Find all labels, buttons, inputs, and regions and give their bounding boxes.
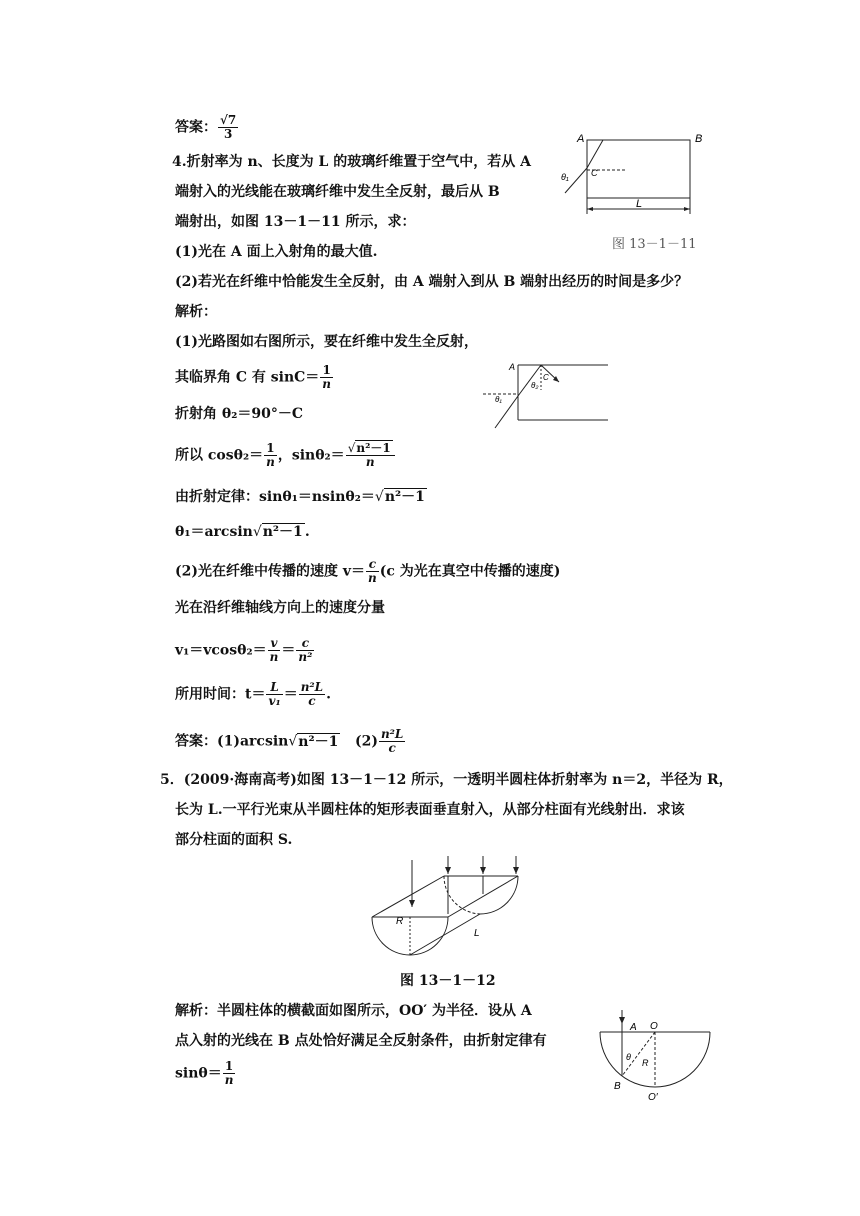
- frac-num: 1: [264, 442, 277, 456]
- q5-stem-line2: 长为 L.一平行光束从半圆柱体的矩形表面垂直射入，从部分柱面有光线射出．求该: [175, 802, 685, 818]
- step9-text: v₁＝vcosθ₂＝: [175, 642, 267, 659]
- label-theta1: θ₁: [495, 395, 502, 404]
- q4-sub1: (1)光在 A 面上入射角的最大值.: [175, 244, 378, 260]
- q4-step8: 光在沿纤维轴线方向上的速度分量: [175, 600, 385, 616]
- q4-step9: v₁＝vcosθ₂＝ $\frac{v}{n}$ ＝ $\frac{c}{\text{n²}}$: [175, 636, 313, 664]
- frac-den: c: [388, 741, 396, 755]
- figure-cross-section: [600, 1010, 720, 1103]
- frac-num: L: [266, 681, 282, 695]
- q4-step3: 折射角 θ₂＝90°－C: [175, 406, 303, 422]
- sqrt-sign: √: [252, 524, 262, 540]
- label-O-prime: O′: [648, 1092, 658, 1103]
- label-theta1: θ₁: [561, 172, 569, 182]
- label-C: C: [591, 168, 598, 178]
- figure-13-1-11: [561, 128, 725, 223]
- step7-text-a: (2)光在纤维中传播的速度 v＝: [175, 563, 365, 580]
- step4-frac2: [346, 442, 395, 469]
- frac-num: c: [366, 558, 379, 572]
- step6-text: θ₁＝arcsin: [175, 524, 253, 540]
- q5-stem-line1: 5．(2009·海南高考)如图 13－1－12 所示，一透明半圆柱体折射率为 n＝2，半径为 R，: [160, 772, 733, 788]
- label-C: C: [543, 373, 549, 382]
- label-theta: θ: [626, 1052, 631, 1062]
- bottom-edge: [410, 914, 480, 955]
- sqrt-body: n²－1: [298, 733, 339, 750]
- sqrt-sign: √: [288, 733, 298, 750]
- answer-fraction: [218, 114, 238, 141]
- step4-frac1: [264, 442, 277, 469]
- arrow-left: [587, 207, 593, 211]
- step10-text: 所用时间：t＝: [175, 686, 266, 703]
- q4-sub2: (2)若光在纤维中恰能发生全反射，由 A 端射入到从 B 端射出经历的时间是多少？: [175, 274, 689, 290]
- label-R: R: [396, 916, 404, 927]
- frac-den: v₁: [268, 694, 281, 708]
- frac-num: c: [296, 637, 314, 651]
- q4-stem-line1: 4.折射率为 n、长度为 L 的玻璃纤维置于空气中，若从 A: [172, 154, 531, 170]
- figure-13-1-12: [368, 852, 528, 967]
- q4-step2: [175, 364, 334, 391]
- q4-stem-line2: 端射入的光线能在玻璃纤维中发生全反射，最后从 B: [175, 184, 500, 200]
- label-L: L: [474, 928, 480, 939]
- q5-analysis-line1: 解析：半圆柱体的横截面如图所示，OO′ 为半径．设从 A: [175, 1003, 532, 1019]
- answer-text-a: 答案：(1)arcsin: [175, 733, 289, 750]
- answer-label: 答案：: [175, 119, 217, 136]
- q4-stem-line3: 端射出，如图 13－1－11 所示，求：: [175, 214, 416, 230]
- label-R: R: [642, 1058, 649, 1068]
- ray-1-arrow: [409, 900, 415, 907]
- answer-text-b: (2): [354, 733, 378, 750]
- label-O: O: [650, 1021, 658, 1032]
- answer-denominator: 3: [223, 127, 233, 141]
- step7-frac: [366, 558, 379, 585]
- label-theta2: θ₂: [531, 381, 539, 390]
- figure-light-path: [483, 360, 613, 430]
- step4-text-b: ，sinθ₂＝: [277, 447, 345, 464]
- step10-end: .: [326, 686, 331, 703]
- sqrt-body: n²－1: [356, 441, 391, 455]
- step7-text-b: (c 为光在真空中传播的速度): [379, 563, 561, 580]
- label-B: B: [614, 1081, 621, 1092]
- q5-analysis-line2: 点入射的光线在 B 点处恰好满足全反射条件，由折射定律有: [175, 1033, 547, 1049]
- q4-step5: [175, 487, 427, 507]
- step9-frac1: [268, 637, 281, 664]
- label-A: A: [630, 1022, 637, 1033]
- frac-den: n: [224, 1073, 234, 1087]
- q5-stem-line3: 部分柱面的面积 S.: [175, 832, 293, 848]
- refracted-ray: [587, 140, 603, 168]
- step10-frac2: [299, 681, 325, 708]
- frac-num: v: [268, 637, 281, 651]
- label-L: L: [636, 198, 643, 210]
- label-B: B: [695, 133, 703, 145]
- sqrt-sign: √: [347, 441, 356, 455]
- frac-den: n²: [298, 650, 313, 664]
- figure-13-1-12-caption: 图 13－1－12: [400, 973, 496, 989]
- q4-analysis-label: 解析：: [175, 304, 217, 320]
- q3-answer: [175, 114, 239, 141]
- frac-den: n: [322, 377, 332, 391]
- analysis3-text: sinθ＝: [175, 1065, 222, 1082]
- step5-text: 由折射定律：sinθ₁＝nsinθ₂＝: [175, 489, 375, 505]
- ray-arrow: [619, 1017, 625, 1024]
- ray-3-arrow: [480, 867, 486, 874]
- frac-num: 1: [223, 1060, 236, 1074]
- step2-frac: [320, 364, 333, 391]
- sqrt-body: n²－1: [262, 524, 303, 540]
- frac-num: 1: [320, 364, 333, 378]
- sqrt-body: n²－1: [384, 489, 425, 505]
- step2-text: 其临界角 C 有 sinC＝: [175, 369, 320, 386]
- ray-2-arrow: [445, 867, 451, 874]
- fiber-rectangle: [587, 140, 690, 198]
- q4-answer: [175, 728, 406, 755]
- frac-den: n: [365, 455, 375, 469]
- analysis3-frac: [223, 1060, 236, 1087]
- frac-den: c: [308, 694, 316, 708]
- label-A: A: [577, 133, 585, 145]
- q4-step10: 所用时间：t＝ $\frac{L}{\text{v₁}}$ ＝ $\frac{\text{n²L}}{c}$ .: [175, 680, 331, 708]
- q4-step6: [175, 522, 310, 542]
- top-left-edge: [372, 876, 444, 917]
- label-A: A: [509, 362, 516, 372]
- answer-frac: [379, 728, 405, 755]
- q4-step1: (1)光路图如右图所示，要在纤维中发生全反射，: [175, 334, 478, 350]
- step4-text-a: 所以 cosθ₂＝: [175, 447, 264, 464]
- answer-numerator: √7: [220, 113, 237, 127]
- q5-analysis-line3: [175, 1060, 236, 1087]
- frac-den: n: [266, 455, 275, 469]
- step10-frac1: [266, 681, 282, 708]
- frac-num: n²L: [380, 727, 404, 741]
- step9-frac2: [296, 637, 314, 664]
- q4-step4: [175, 442, 396, 469]
- frac-den: n: [368, 571, 377, 585]
- q4-step7: [175, 558, 560, 585]
- sqrt-sign: √: [374, 489, 384, 505]
- frac-den: n: [269, 650, 279, 664]
- ray-4-arrow: [513, 867, 519, 874]
- figure-13-1-11-caption: 图 13－1－11: [612, 237, 697, 252]
- step6-end: .: [304, 524, 310, 540]
- frac-num: n²L: [300, 680, 324, 694]
- arrow-right: [684, 207, 690, 211]
